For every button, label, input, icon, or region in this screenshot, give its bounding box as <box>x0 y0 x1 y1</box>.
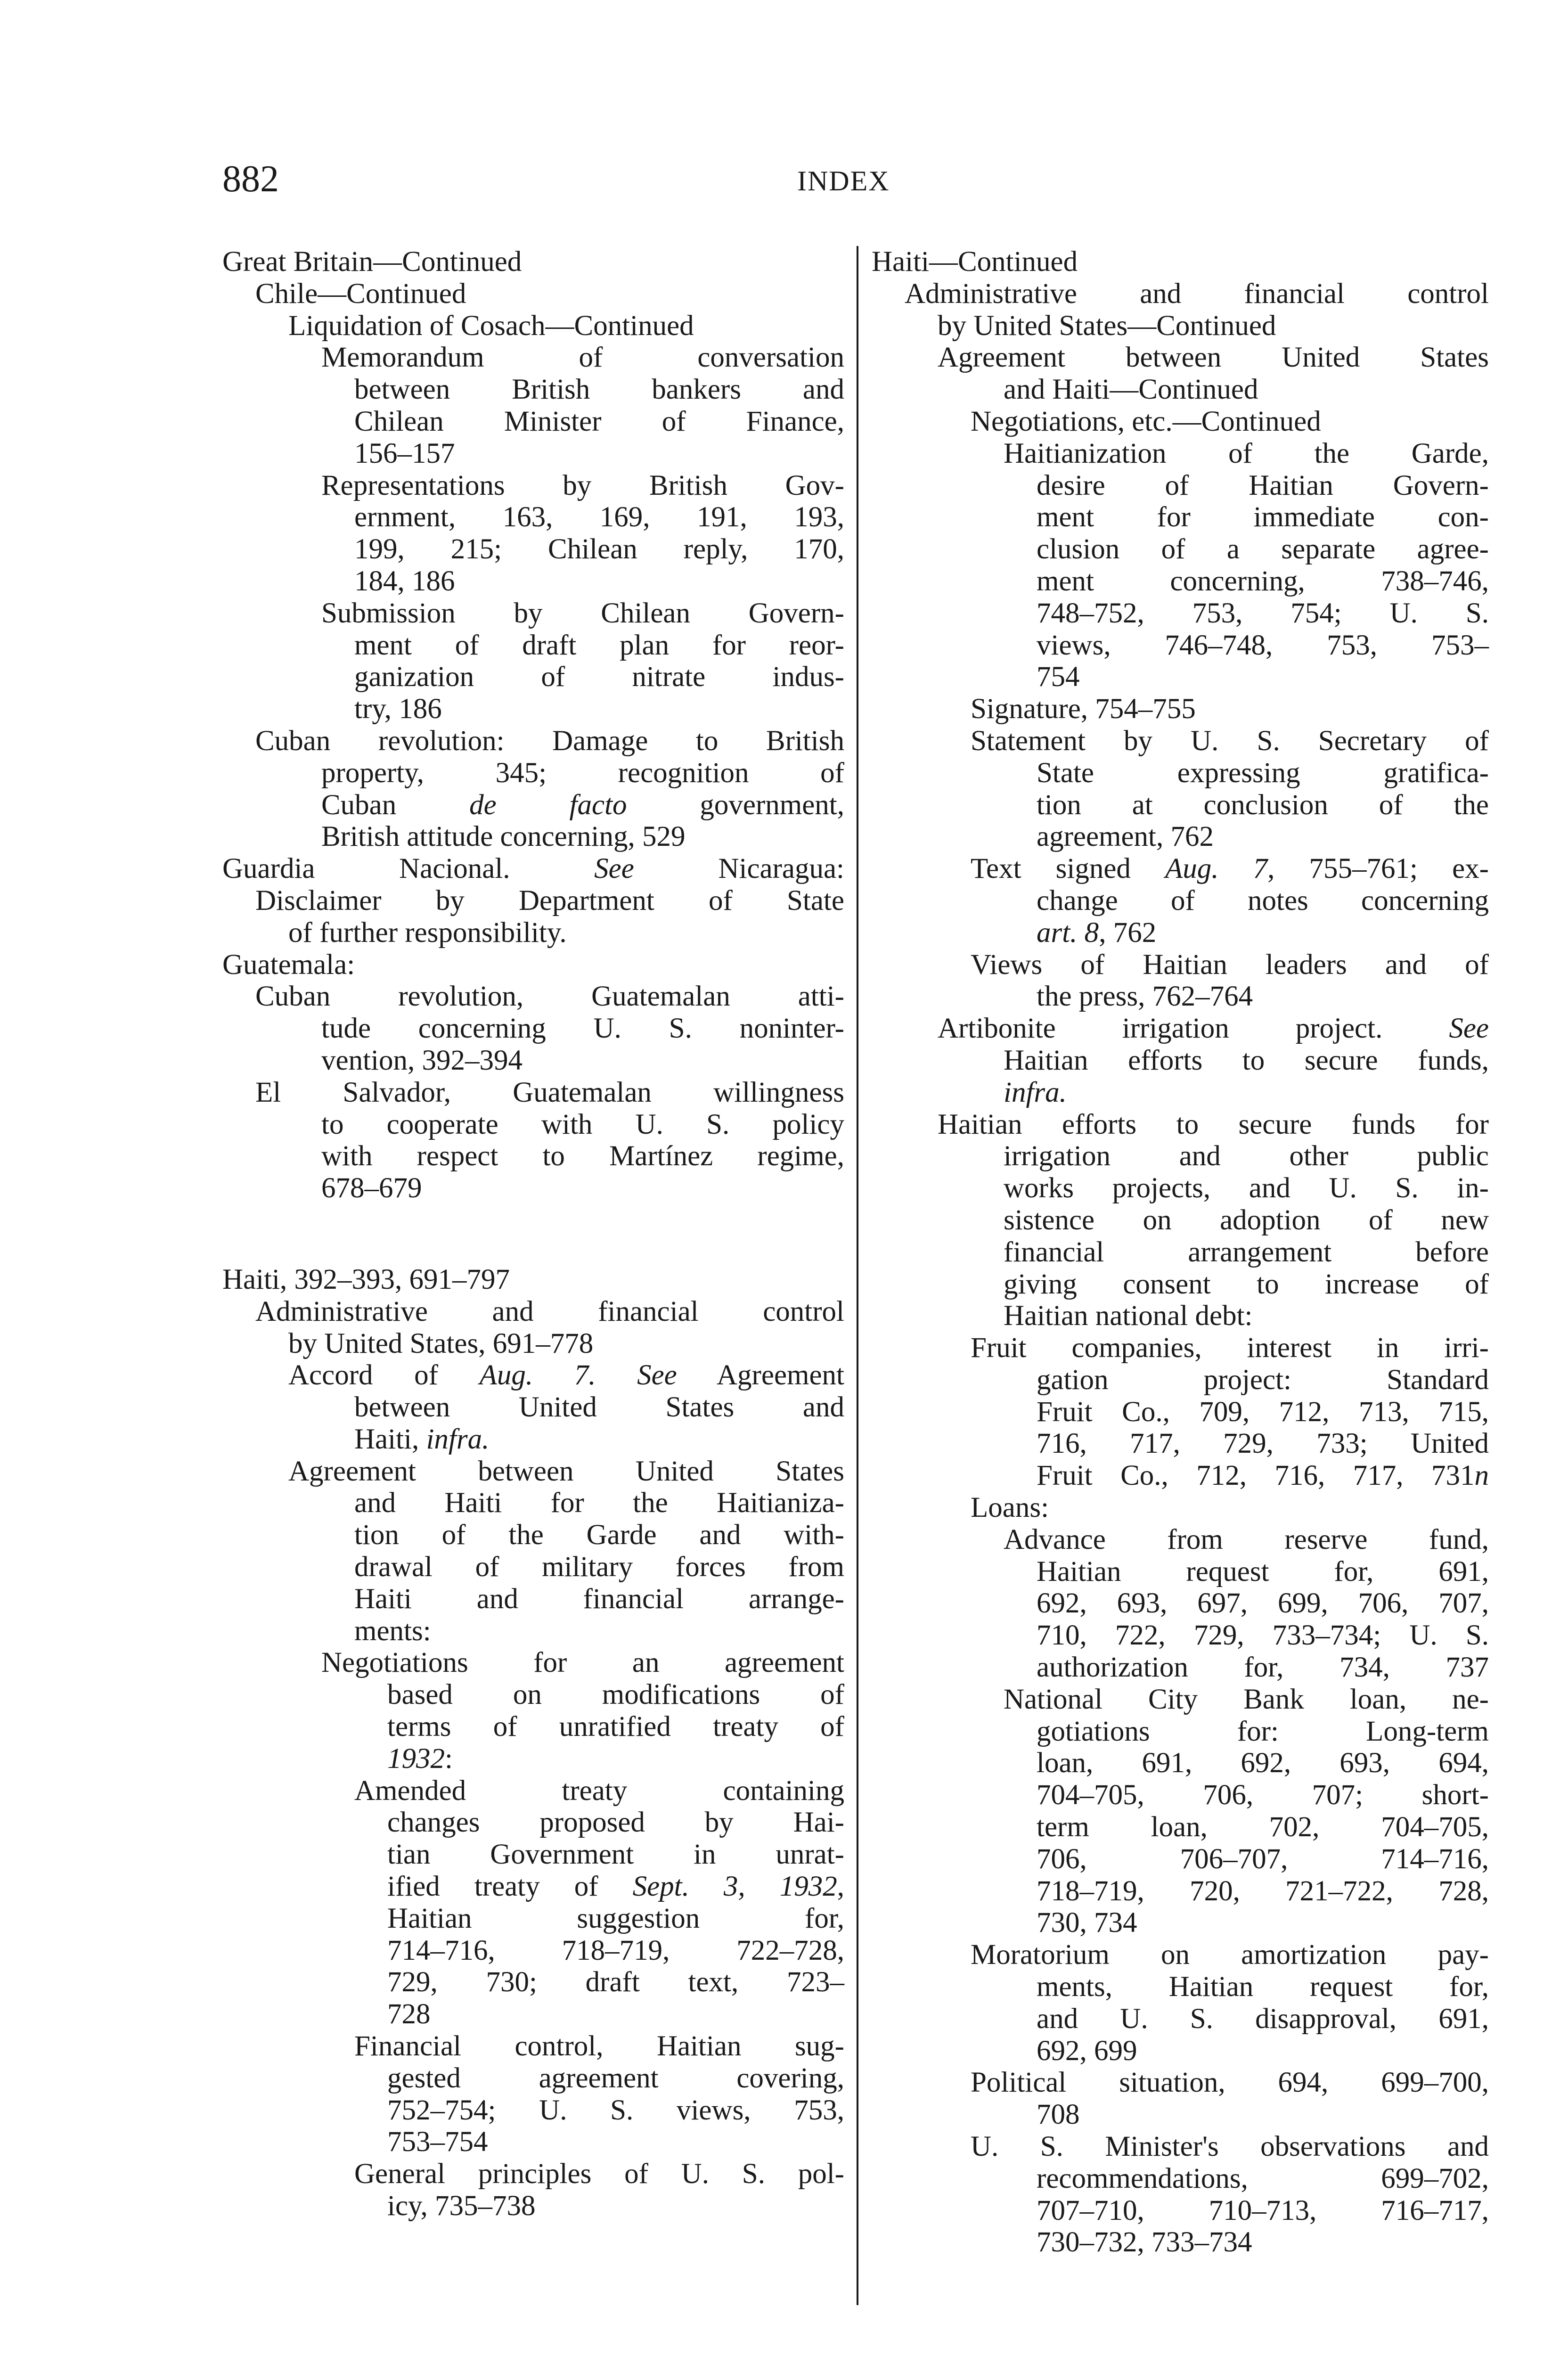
index-entry-line: and Haiti—Continued <box>1004 374 1258 406</box>
index-entry-line: U. S. Minister's observations and <box>971 2131 1489 2163</box>
index-entry-line: 754 <box>1037 661 1080 693</box>
index-entry-line: 728 <box>387 1998 431 2030</box>
index-entry-line: Haitianization of the Garde, <box>1004 437 1489 469</box>
index-entry-line: Loans: <box>971 1492 1049 1524</box>
index-entry-line: art. 8, 762 <box>1037 916 1157 949</box>
index-entry-line: Haitian request for, 691, <box>1037 1555 1489 1587</box>
index-entry-line: ment concerning, 738–746, <box>1037 565 1489 597</box>
index-entry-line: ment for immediate con- <box>1037 501 1489 533</box>
index-entry-line: Financial control, Haitian sug- <box>354 2030 844 2062</box>
index-entry-line: 199, 215; Chilean reply, 170, <box>354 533 844 565</box>
index-entry-line: Moratorium on amortization pay- <box>971 1939 1489 1971</box>
index-entry-line: Submission by Chilean Govern- <box>321 597 844 629</box>
index-entry-line: El Salvador, Guatemalan willingness <box>255 1076 844 1108</box>
index-entry-line: 752–754; U. S. views, 753, <box>387 2094 844 2126</box>
index-entry-line: 710, 722, 729, 733–734; U. S. <box>1037 1620 1489 1652</box>
index-entry-line: Cuban revolution, Guatemalan atti- <box>255 981 844 1013</box>
index-entry-line: ganization of nitrate indus- <box>354 661 844 693</box>
index-entry-line: changes proposed by Hai- <box>387 1807 844 1839</box>
index-entry-line: Representations by British Gov- <box>321 469 844 501</box>
index-entry-line: to cooperate with U. S. policy <box>321 1108 844 1140</box>
index-entry-line: with respect to Martínez regime, <box>321 1140 844 1172</box>
index-entry-line: Cuban de facto government, <box>321 789 844 821</box>
index-entry-line: change of notes concerning <box>1037 884 1489 916</box>
index-entry-line: works projects, and U. S. in- <box>1004 1172 1489 1204</box>
running-head-title: INDEX <box>797 165 890 196</box>
index-entry-line: Views of Haitian leaders and of <box>971 949 1489 981</box>
index-entry-line: 748–752, 753, 754; U. S. <box>1037 597 1489 629</box>
index-entry-line: tion at conclusion of the <box>1037 789 1489 821</box>
entry-spacer <box>222 1204 844 1264</box>
index-entry-line: British attitude concerning, 529 <box>321 821 686 853</box>
index-entry-line: Agreement between United States <box>938 342 1489 374</box>
index-entry-line: 714–716, 718–719, 722–728, <box>387 1934 844 1966</box>
index-entry-line: by United States, 691–778 <box>288 1327 594 1359</box>
index-entry-line: icy, 735–738 <box>387 2190 536 2222</box>
index-entry-line: National City Bank loan, ne- <box>1004 1683 1489 1715</box>
index-entry-line: tion of the Garde and with- <box>354 1519 844 1551</box>
index-entry-line: 706, 706–707, 714–716, <box>1037 1843 1489 1875</box>
index-entry-line: Negotiations for an agreement <box>321 1647 844 1679</box>
index-entry-line: Haiti—Continued <box>872 246 1078 278</box>
index-entry-line: Text signed Aug. 7, 755–761; ex- <box>971 853 1489 885</box>
index-entry-line: ified treaty of Sept. 3, 1932, <box>387 1871 844 1903</box>
index-entry-line: gotiations for: Long-term <box>1037 1715 1489 1747</box>
index-entry-line: Great Britain—Continued <box>222 246 522 278</box>
index-entry-line: 707–710, 710–713, 716–717, <box>1037 2194 1489 2226</box>
index-entry-line: ments: <box>354 1615 431 1647</box>
index-entry-line: Chilean Minister of Finance, <box>354 405 844 437</box>
index-entry-line: ernment, 163, 169, 191, 193, <box>354 501 844 533</box>
index-entry-line: 729, 730; draft text, 723– <box>387 1966 844 1998</box>
index-entry-line: 704–705, 706, 707; short- <box>1037 1779 1489 1811</box>
index-entry-line: sistence on adoption of new <box>1004 1204 1489 1236</box>
index-entry-line: Administrative and financial control <box>905 278 1489 310</box>
index-entry-line: 708 <box>1037 2099 1080 2131</box>
index-entry-line: term loan, 702, 704–705, <box>1037 1811 1489 1843</box>
index-entry-line: Liquidation of Cosach—Continued <box>288 310 694 342</box>
index-entry-line: Fruit Co., 712, 716, 717, 731n <box>1037 1460 1489 1492</box>
right-index-column <box>872 246 1489 2258</box>
index-entry-line: 753–754 <box>387 2126 488 2158</box>
index-entry-line: Negotiations, etc.—Continued <box>971 405 1321 437</box>
index-entry-line: Haitian efforts to secure funds, <box>1004 1044 1489 1076</box>
index-entry-line: 718–719, 720, 721–722, 728, <box>1037 1875 1489 1907</box>
index-entry-line: 692, 699 <box>1037 2035 1137 2067</box>
index-entry-line: between United States and <box>354 1391 844 1423</box>
page-number: 882 <box>222 158 279 200</box>
index-entry-line: between British bankers and <box>354 374 844 406</box>
index-entry-line: try, 186 <box>354 693 442 725</box>
index-entry-line: ments, Haitian request for, <box>1037 1971 1489 2003</box>
index-entry-line: Disclaimer by Department of State <box>255 884 844 916</box>
index-entry-line: by United States—Continued <box>938 310 1276 342</box>
index-entry-line: Chile—Continued <box>255 278 466 310</box>
index-entry-line: Memorandum of conversation <box>321 342 844 374</box>
index-entry-line: Artibonite irrigation project. See <box>938 1013 1489 1045</box>
index-entry-line: based on modifications of <box>387 1679 844 1711</box>
index-entry-line: 678–679 <box>321 1172 422 1204</box>
index-entry-line: 730–732, 733–734 <box>1037 2226 1252 2258</box>
index-entry-line: Signature, 754–755 <box>971 693 1196 725</box>
index-entry-line: 692, 693, 697, 699, 706, 707, <box>1037 1587 1489 1620</box>
index-entry-line: vention, 392–394 <box>321 1044 523 1076</box>
left-index-column <box>222 246 844 2222</box>
index-entry-line: 184, 186 <box>354 565 455 597</box>
index-entry-line: infra. <box>1004 1076 1067 1108</box>
index-entry-line: views, 746–748, 753, 753– <box>1037 629 1489 661</box>
index-entry-line: Haiti, infra. <box>354 1423 490 1455</box>
index-entry-line: loan, 691, 692, 693, 694, <box>1037 1747 1489 1779</box>
index-entry-line: Haiti, 392–393, 691–797 <box>222 1263 510 1295</box>
index-entry-line: Fruit Co., 709, 712, 713, 715, <box>1037 1396 1489 1428</box>
index-entry-line: Administrative and financial control <box>255 1295 844 1327</box>
index-entry-line: tian Government in unrat- <box>387 1839 844 1871</box>
index-entry-line: Haitian national debt: <box>1004 1300 1253 1332</box>
index-entry-line: gation project: Standard <box>1037 1364 1489 1396</box>
index-entry-line: 1932: <box>387 1742 453 1775</box>
index-entry-line: agreement, 762 <box>1037 821 1214 853</box>
index-entry-line: irrigation and other public <box>1004 1140 1489 1172</box>
index-entry-line: giving consent to increase of <box>1004 1268 1489 1300</box>
index-entry-line: terms of unratified treaty of <box>387 1711 844 1743</box>
index-entry-line: 156–157 <box>354 437 455 469</box>
index-entry-line: Haitian suggestion for, <box>387 1902 844 1934</box>
index-entry-line: 716, 717, 729, 733; United <box>1037 1428 1489 1460</box>
index-entry-line: and Haiti for the Haitianiza- <box>354 1487 844 1519</box>
index-entry-line: authorization for, 734, 737 <box>1037 1652 1489 1684</box>
index-entry-line: 730, 734 <box>1037 1907 1137 1939</box>
index-entry-line: drawal of military forces from <box>354 1551 844 1583</box>
index-entry-line: State expressing gratifica- <box>1037 757 1489 789</box>
index-entry-line: Accord of Aug. 7. See Agreement <box>288 1359 844 1391</box>
index-entry-line: clusion of a separate agree- <box>1037 533 1489 565</box>
index-entry-line: Guatemala: <box>222 949 355 981</box>
index-entry-line: Guardia Nacional. See Nicaragua: <box>222 853 845 885</box>
index-entry-line: the press, 762–764 <box>1037 981 1253 1013</box>
index-entry-line: ment of draft plan for reor- <box>354 629 844 661</box>
index-entry-line: tude concerning U. S. noninter- <box>321 1013 844 1045</box>
index-entry-line: Haitian efforts to secure funds for <box>938 1108 1489 1140</box>
index-entry-line: Statement by U. S. Secretary of <box>971 725 1489 757</box>
index-entry-line: Advance from reserve fund, <box>1004 1523 1489 1555</box>
index-entry-line: General principles of U. S. pol- <box>354 2158 844 2190</box>
index-entry-line: Fruit companies, interest in irri- <box>971 1332 1489 1364</box>
index-entry-line: recommendations, 699–702, <box>1037 2162 1489 2194</box>
index-entry-line: financial arrangement before <box>1004 1236 1489 1268</box>
index-entry-line: desire of Haitian Govern- <box>1037 469 1489 501</box>
index-entry-line: of further responsibility. <box>288 916 567 949</box>
index-entry-line: and U. S. disapproval, 691, <box>1037 2003 1489 2035</box>
index-entry-line: gested agreement covering, <box>387 2062 844 2094</box>
column-divider <box>857 246 858 2305</box>
index-entry-line: Agreement between United States <box>288 1455 844 1487</box>
index-entry-line: Haiti and financial arrange- <box>354 1583 844 1615</box>
index-entry-line: Amended treaty containing <box>354 1775 844 1807</box>
index-entry-line: Cuban revolution: Damage to British <box>255 725 844 757</box>
index-entry-line: Political situation, 694, 699–700, <box>971 2067 1489 2099</box>
index-entry-line: property, 345; recognition of <box>321 757 844 789</box>
